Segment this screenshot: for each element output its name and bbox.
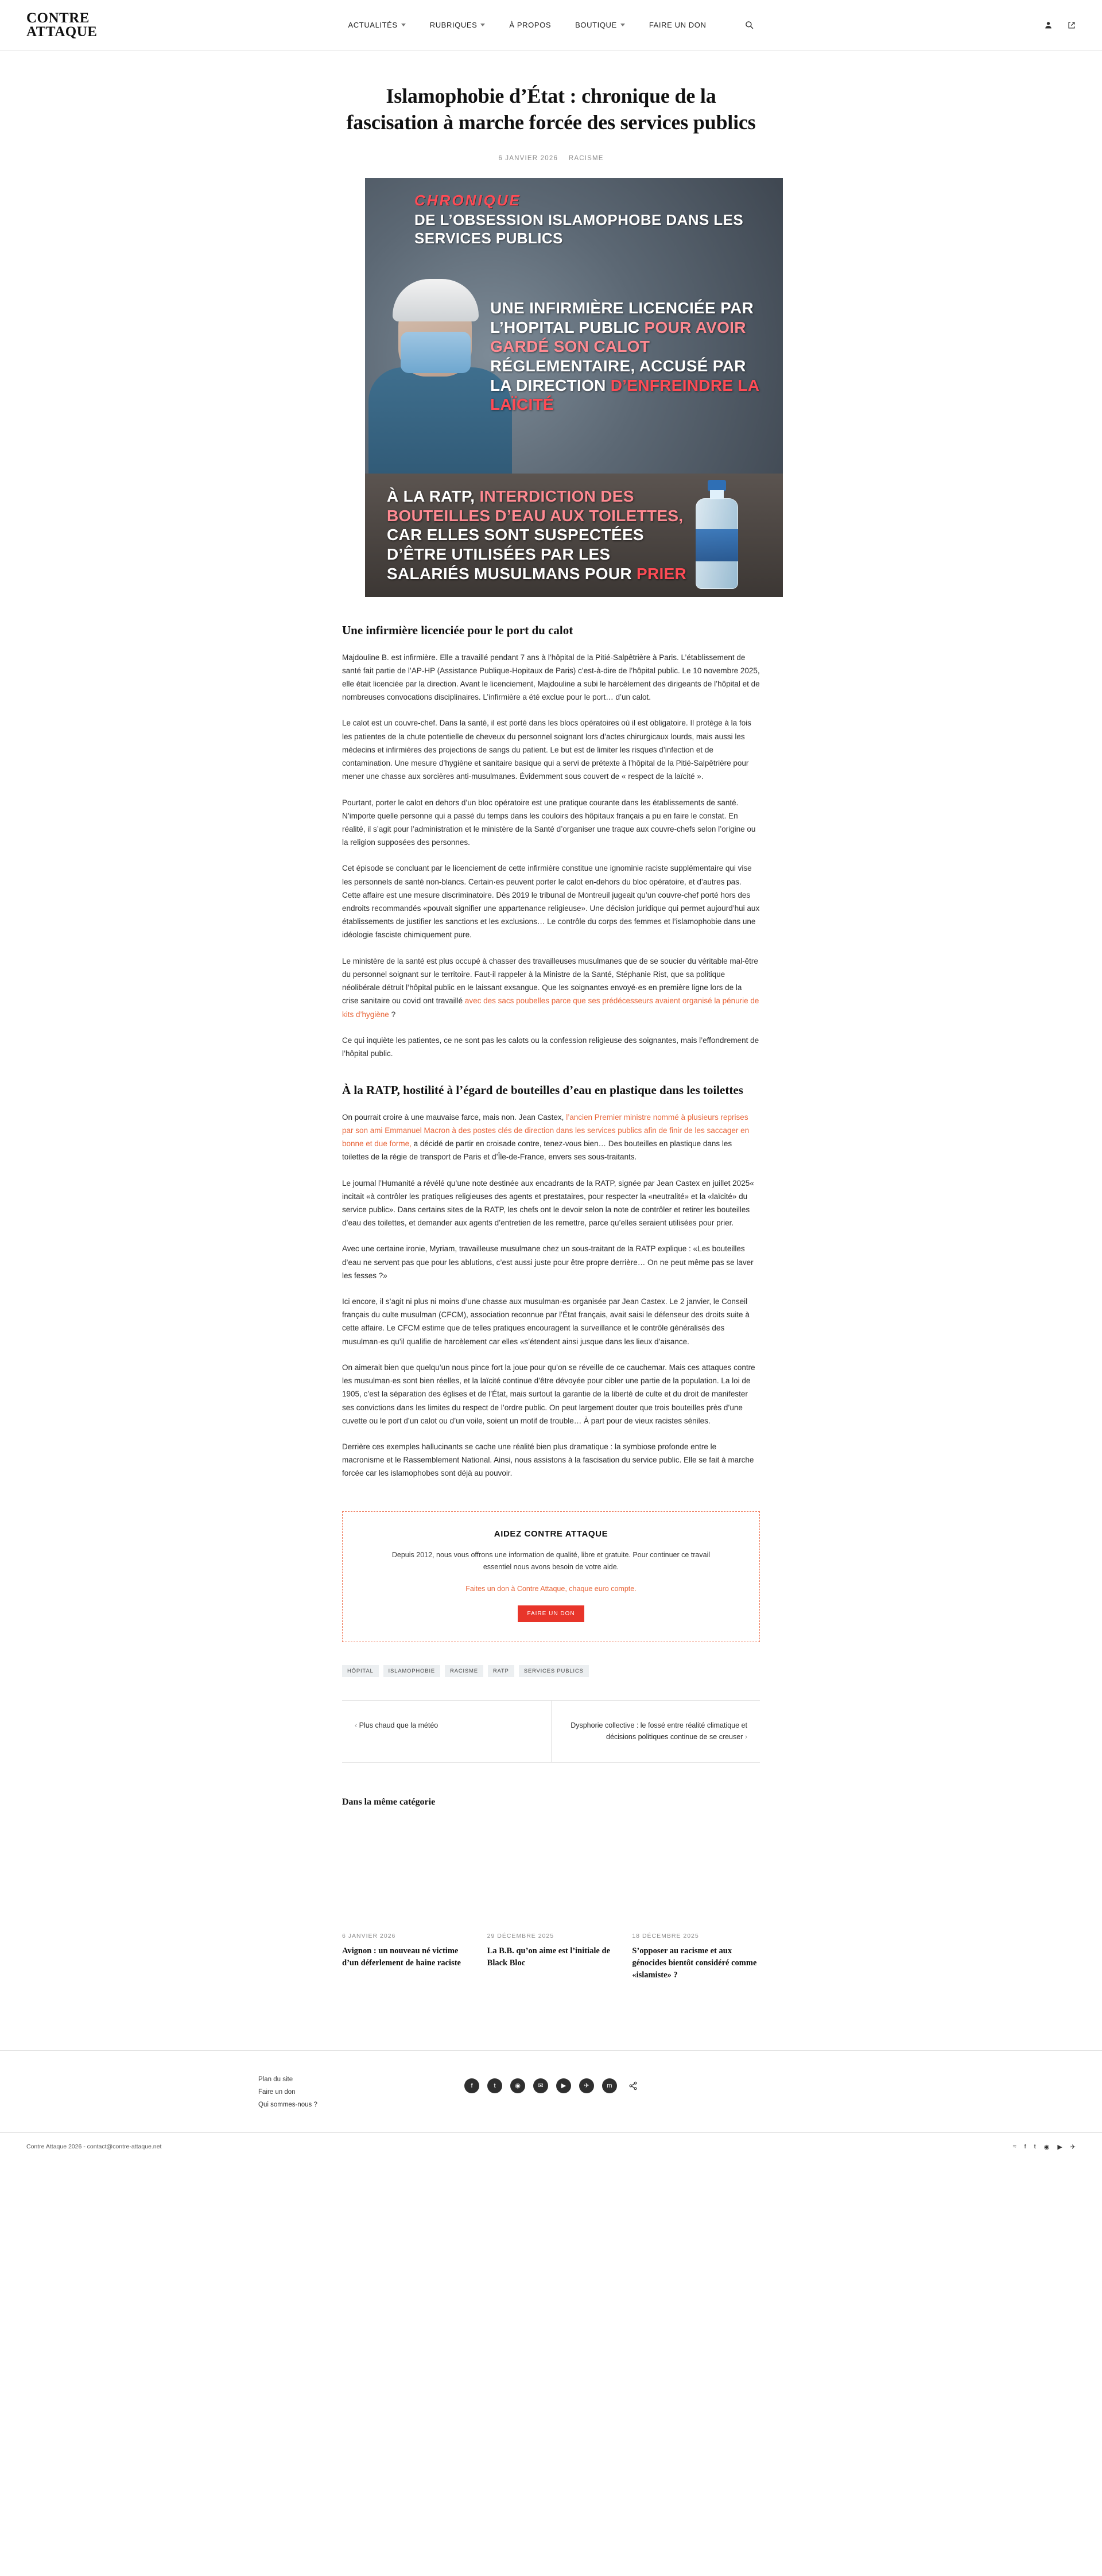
article-date: 18 DÉCEMBRE 2025 bbox=[632, 1932, 699, 1939]
section-title-ratp: À la RATP, hostilité à l’égard de bouteilles d’eau en plastique dans les toilettes bbox=[342, 1083, 743, 1097]
instagram-icon[interactable]: ◉ bbox=[510, 2078, 525, 2093]
article bbox=[342, 51, 760, 1981]
prev-next-navigation bbox=[342, 1700, 760, 1763]
hero-text-part-highlight: D’ENFREINDRE LA LAÏCITÉ bbox=[490, 376, 759, 414]
youtube-icon[interactable]: ▶ bbox=[556, 2078, 571, 2093]
nurse-mask-illustration bbox=[401, 332, 471, 373]
tag-hopital[interactable]: HÔPITAL bbox=[342, 1665, 379, 1677]
nav-label: ACTUALITÉS bbox=[348, 21, 398, 29]
article-date: 6 JANVIER 2026 bbox=[498, 155, 558, 162]
chevron-down-icon bbox=[620, 24, 625, 26]
copyright-text: Contre Attaque 2026 - contact@contre-attaque.net bbox=[26, 2143, 162, 2151]
paragraph: Avec une certaine ironie, Myriam, travailleuse musulmane chez un sous-traitant de la RATP explique : «Les bouteilles d’eau ne servent pas que pour les ablutions, c’est aussi juste pour être propre derrière… On ne peut même pas se laver les fesses ?» bbox=[342, 1244, 754, 1280]
nav-item-actualites[interactable] bbox=[348, 21, 406, 29]
hero-headline-ratp bbox=[387, 487, 697, 583]
hero-headline-hospital bbox=[490, 298, 766, 414]
twitter-icon[interactable]: t bbox=[487, 2078, 502, 2093]
paragraph-text: ? bbox=[389, 1010, 396, 1019]
paragraph: Le calot est un couvre-chef. Dans la santé, il est porté dans les blocs opératoires où il est obligatoire. Il protège à la fois les patientes de la chute potentielle de cheveux du personnel soignant lors d’actes chirurgicaux lourds, mais aussi les médecins et infirmières des projections de sangs du patient. Le but est de limiter les risques d’infection et de contamination. Une mesure d’hygiène et sanitaire basique qui a servi de prétexte à l’hôpital de la Pitié-Salpêtrière pour mener une chasse aux sorcières anti-musulmanes. Évidemment sous couvert de « respect de la laïcité ». bbox=[342, 719, 751, 781]
nav-item-a-propos[interactable] bbox=[509, 21, 551, 29]
water-bottle-illustration bbox=[692, 480, 742, 589]
tag-list bbox=[342, 1665, 760, 1677]
nav-label: BOUTIQUE bbox=[575, 21, 617, 29]
telegram-icon[interactable]: ✈ bbox=[1070, 2143, 1076, 2151]
article-thumbnail bbox=[342, 1824, 470, 1922]
share-icon[interactable] bbox=[628, 2081, 638, 2090]
nav-item-faire-un-don[interactable] bbox=[649, 21, 707, 29]
footer-link-qui-sommes-nous[interactable]: Qui sommes-nous ? bbox=[258, 2101, 317, 2108]
facebook-icon[interactable]: f bbox=[464, 2078, 479, 2093]
article-thumbnail bbox=[487, 1824, 615, 1922]
previous-article-link[interactable] bbox=[342, 1701, 551, 1762]
nav-item-boutique[interactable] bbox=[575, 21, 625, 29]
article-meta bbox=[342, 155, 760, 162]
tag-services-publics[interactable]: SERVICES PUBLICS bbox=[519, 1665, 589, 1677]
paragraph: Ce qui inquiète les patientes, ce ne sont pas les calots ou la confession religieuse des soignantes, mais l’effondrement de l’hôpital public. bbox=[342, 1035, 759, 1058]
site-logo[interactable] bbox=[26, 11, 150, 39]
inline-link-penurie-kits[interactable]: avec des sacs poubelles parce que ses prédécesseurs avaient organisé la pénurie de kits d’hygiène bbox=[342, 996, 759, 1019]
mail-icon[interactable]: ✉ bbox=[533, 2078, 548, 2093]
chevron-down-icon bbox=[401, 24, 406, 26]
donation-title: AIDEZ CONTRE ATTAQUE bbox=[494, 1528, 608, 1539]
user-icon[interactable] bbox=[1044, 21, 1053, 29]
footer-bottom-icons bbox=[1013, 2143, 1076, 2151]
tag-islamophobie[interactable]: ISLAMOPHOBIE bbox=[383, 1665, 440, 1677]
paragraph: Ici encore, il s’agit ni plus ni moins d’une chasse aux musulman·es organisée par Jean Castex. Le 2 janvier, le Conseil français du culte musulman (CFCM), association reconnue par l’État français, avait saisi le défenseur des droits suite à cette affaire. Le CFCM estime que de telles pratiques encouragent la surveillance et le contrôle généralisés des musulman·es qu’il qualifie de harcèlement car elles «s’étendent ainsi jusque dans les lieux d’aisance. bbox=[342, 1297, 750, 1346]
telegram-icon[interactable]: ✈ bbox=[579, 2078, 594, 2093]
related-articles-list bbox=[342, 1824, 760, 1981]
hero-text-part-highlight: PRIER bbox=[637, 564, 687, 583]
donation-box bbox=[342, 1511, 760, 1643]
chevron-down-icon bbox=[480, 24, 485, 26]
article-category[interactable]: RACISME bbox=[568, 155, 604, 162]
nav-item-rubriques[interactable] bbox=[430, 21, 486, 29]
twitter-icon[interactable]: t bbox=[1034, 2143, 1036, 2151]
donation-link[interactable]: Faites un don à Contre Attaque, chaque euro compte. bbox=[465, 1585, 637, 1593]
hero-text-part: CAR ELLES SONT SUSPECTÉES D’ÊTRE UTILISÉES PAR LES SALARIÉS MUSULMANS POUR bbox=[387, 526, 644, 583]
paragraph-text: Le ministère de la santé est plus occupé à chasser des travailleuses musulmanes que de se soucier du véritable mal-être du personnel soignant sur le territoire. Faut-il rappeler à la Ministre de la Santé, Stéphanie Rist, que sa politique néolibérale détruit l’hôpital public en le laissant exsangue. Que les soignantes envoyé·es en première ligne lors de la crise sanitaire ou covid ont travaillé bbox=[342, 956, 758, 1006]
paragraph-text: a décidé de partir en croisade contre, tenez-vous bien… Des bouteilles en plastique dans les toilettes de la régie de transport de Paris et d’Île-de-France, envers ses sous-traitants. bbox=[342, 1139, 732, 1162]
hero-text-part: À LA RATP, bbox=[387, 487, 480, 506]
paragraph: Derrière ces exemples hallucinants se cache une réalité bien plus dramatique : la symbiose profonde entre le macronisme et le Rassemblement National. Ainsi, nous assistons à la fascisation du service public. Elle se fait à marche forcée car les islamophobes sont déjà au pouvoir. bbox=[342, 1442, 754, 1478]
paragraph-with-link bbox=[342, 955, 760, 1021]
donation-text: Depuis 2012, nous vous offrons une information de qualité, libre et gratuite. Pour continuer ce travail essentiel nous avons besoin de votre aide. bbox=[391, 1550, 711, 1571]
rss-icon[interactable]: ≈ bbox=[1012, 2143, 1016, 2151]
paragraph-with-link bbox=[342, 1111, 760, 1164]
inline-link-castex[interactable]: l’ancien Premier ministre nommé à plusieurs reprises par son ami Emmanuel Macron à des postes clés de direction dans les services publics afin de finir de les saccager en bonne et due forme, bbox=[342, 1112, 750, 1149]
instagram-icon[interactable]: ◉ bbox=[1043, 2143, 1050, 2151]
logo-line-1: CONTRE bbox=[26, 10, 90, 26]
article-date: 6 JANVIER 2026 bbox=[342, 1932, 396, 1939]
external-link-icon[interactable] bbox=[1068, 21, 1076, 29]
article-title: Avignon : un nouveau né victime d’un déferlement de haine raciste bbox=[342, 1946, 461, 1968]
section-title-infirmiere: Une infirmière licenciée pour le port du calot bbox=[342, 623, 573, 638]
nav-label: FAIRE UN DON bbox=[649, 21, 707, 29]
hero-text-part: RÉGLEMENTAIRE, ACCUSÉ PAR LA DIRECTION bbox=[490, 356, 746, 394]
next-article-title: Dysphorie collective : le fossé entre réalité climatique et décisions politiques continue de se creuser bbox=[571, 1721, 747, 1741]
page-title: Islamophobie d’État : chronique de la fascisation à marche forcée des services publics bbox=[346, 84, 756, 134]
article-hero-image bbox=[365, 178, 783, 597]
mastodon-icon[interactable]: m bbox=[602, 2078, 617, 2093]
list-item[interactable] bbox=[632, 1824, 760, 1981]
logo-line-2: ATTAQUE bbox=[26, 24, 98, 40]
main-navigation bbox=[150, 21, 952, 29]
nav-label: À PROPOS bbox=[509, 21, 552, 29]
youtube-icon[interactable]: ▶ bbox=[1057, 2143, 1062, 2151]
hero-text-part-highlight: INTERDICTION DES BOUTEILLES D’EAU AUX TOILETTES, bbox=[387, 487, 684, 525]
paragraph-text: On pourrait croire à une mauvaise farce, mais non. Jean Castex, bbox=[342, 1112, 566, 1122]
article-thumbnail bbox=[632, 1824, 760, 1922]
paragraph: Cet épisode se concluant par le licenciement de cette infirmière constitue une ignominie raciste supplémentaire qui vise les personnels de santé non-blancs. Certain·es peuvent porter le calot en-dehors du bloc opératoire, et d’autres pas. Cette affaire est une mesure discriminatoire. Dès 2019 le tribunal de Montreuil jugeait qu’un couvre-chef porté hors des endroits recommandés «pouvait signifier une appartenance religieuse». Une décision juridique qui permet aujourd’hui aux établissements de justifier les sanctions et les exclusions… Le contrôle du corps des femmes et l’islamophobie dans une idéologie fasciste chimiquement pure. bbox=[342, 864, 760, 940]
hero-kicker: CHRONIQUE bbox=[414, 192, 521, 210]
paragraph: Pourtant, porter le calot en dehors d’un bloc opératoire est une pratique courante dans les établissements de santé. N’importe quelle personne qui a passé du temps dans les couloirs des hôpitaux français a pu en faire le constat. En réalité, il s’agit pour l’administration et le ministère de la Santé d’organiser une traque aux couvre-chefs selon l’origine ou la religion supposées des personnes. bbox=[342, 798, 756, 847]
tag-ratp[interactable]: RATP bbox=[488, 1665, 514, 1677]
donate-button[interactable]: FAIRE UN DON bbox=[518, 1605, 584, 1622]
footer-bottom-bar bbox=[0, 2132, 1102, 2161]
footer-social-links bbox=[413, 2076, 689, 2093]
hero-subtitle: DE L’OBSESSION ISLAMOPHOBE DANS LES SERVICES PUBLICS bbox=[414, 211, 744, 247]
footer-link-faire-un-don[interactable]: Faire un don bbox=[258, 2088, 296, 2096]
paragraph: On aimerait bien que quelqu’un nous pince fort la joue pour qu’on se réveille de ce cauchemar. Mais ces attaques contre les musulman·es sont bien réelles, et la laïcité continue d’être dévoyée pour cibler une partie de la population. La loi de 1905, c’est la séparation des églises et de l’État, mais surtout la garantie de la liberté de culte et du droit de manifester ses convictions dans les limites du respect de l’ordre public. On peut largement douter que trois bouteilles près d’une cuvette ou le port d’un calot ou d’un voile, soient un motif de trouble… À part pour de vieux racistes séniles. bbox=[342, 1363, 755, 1425]
paragraph: Majdouline B. est infirmière. Elle a travaillé pendant 7 ans à l’hôpital de la Pitié-Salpêtrière à Paris. L’établissement de santé fait partie de l’AP-HP (Assistance Publique-Hopitaux de Paris) c’est-à-dire de l’hôpital public. Le 10 novembre 2025, elle était licenciée par la direction. Avant le licenciement, Majdouline a subi le harcèlement des dirigeants de l’hôpital et de nombreuses convocations disciplinaires. L’infirmière a été exclue pour le port… d’un calot. bbox=[342, 653, 760, 702]
next-article-link[interactable] bbox=[551, 1701, 760, 1762]
list-item[interactable] bbox=[342, 1824, 470, 1981]
nav-label: RUBRIQUES bbox=[429, 21, 478, 29]
paragraph: Le journal l’Humanité a révélé qu’une note destinée aux encadrants de la RATP, signée par Jean Castex en juillet 2025« incitait «à contrôler les pratiques religieuses des agents et prestataires, pour respecter la «neutralité» et la «laïcité» du service public». Dans certains sites de la RATP, les chefs ont le devoir selon la note de contrôler et retirer les bouteilles d’eau des toilettes, et demander aux agents d’entretien de les remettre, parce qu’elles seraient utilisées pour prier. bbox=[342, 1178, 754, 1228]
tag-racisme[interactable]: RACISME bbox=[445, 1665, 483, 1677]
footer-link-plan-du-site[interactable]: Plan du site bbox=[258, 2075, 293, 2083]
article-title: La B.B. qu’on aime est l’initiale de Black Bloc bbox=[487, 1946, 610, 1968]
chevron-right-icon: › bbox=[744, 1732, 747, 1741]
facebook-icon[interactable]: f bbox=[1024, 2143, 1026, 2151]
previous-article-title: Plus chaud que la météo bbox=[359, 1721, 439, 1730]
search-icon[interactable] bbox=[745, 21, 754, 29]
list-item[interactable] bbox=[487, 1824, 615, 1981]
hero-text-part-highlight: POUR AVOIR GARDÉ SON CALOT bbox=[490, 318, 746, 356]
site-footer bbox=[0, 2050, 1102, 2161]
article-title: S’opposer au racisme et aux génocides bientôt considéré comme «islamiste» ? bbox=[632, 1946, 757, 1980]
same-category-title: Dans la même catégorie bbox=[342, 1797, 436, 1807]
footer-links bbox=[224, 2076, 413, 2108]
article-date: 29 DÉCEMBRE 2025 bbox=[487, 1932, 554, 1939]
hero-text-part: UNE INFIRMIÈRE LICENCIÉE PAR L’HOPITAL PUBLIC bbox=[490, 299, 754, 336]
chevron-left-icon: ‹ bbox=[355, 1721, 358, 1730]
header-actions bbox=[952, 21, 1076, 29]
site-header bbox=[0, 0, 1102, 51]
same-category-section bbox=[342, 1797, 760, 1981]
